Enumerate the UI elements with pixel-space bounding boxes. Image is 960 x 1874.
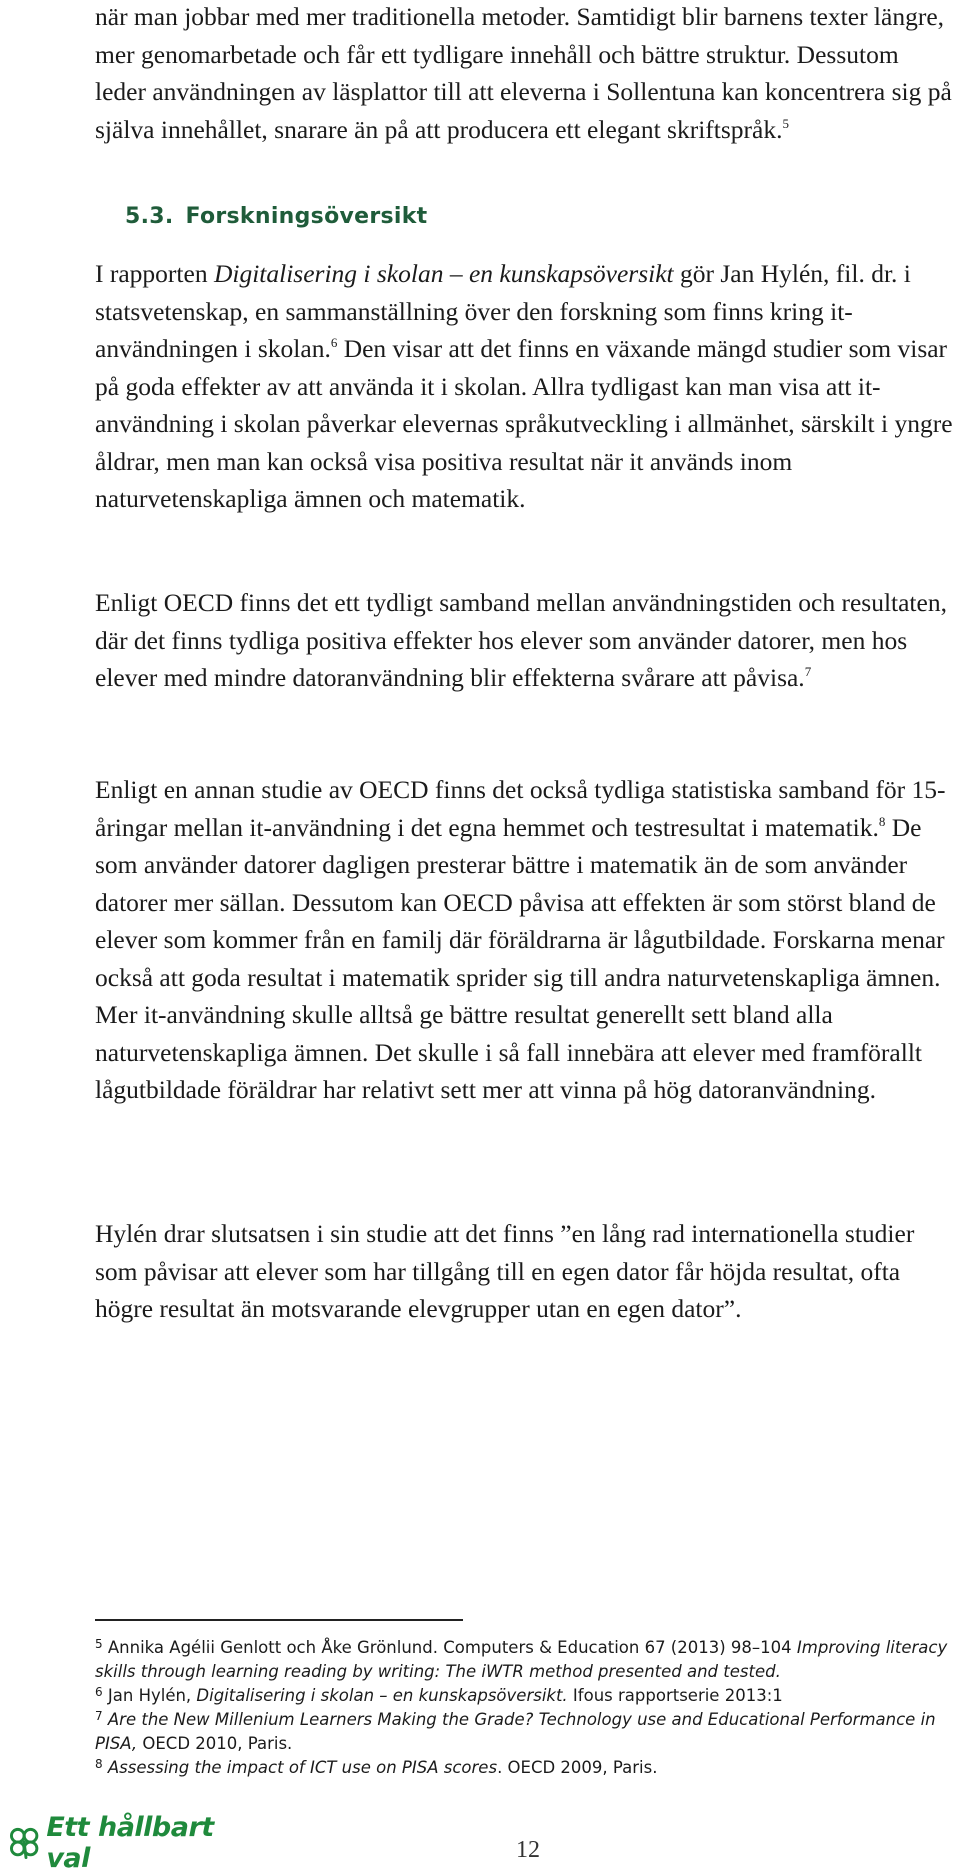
footnote-text-after: . OECD 2009, Paris. bbox=[497, 1758, 658, 1777]
footnotes bbox=[95, 1636, 955, 1780]
report-title: Digitalisering i skolan – en kunskapsöversikt bbox=[213, 259, 674, 288]
logo-text: Ett hållbart val bbox=[46, 1812, 214, 1874]
section-number: 5.3. bbox=[125, 204, 174, 229]
section-heading bbox=[95, 204, 427, 229]
footnote-text: Annika Agélii Genlott och Åke Grönlund. Computers & Education 67 (2013) 98–104 bbox=[102, 1638, 797, 1657]
footnote-number: 7 bbox=[95, 1709, 103, 1723]
paragraph-1 bbox=[95, 255, 955, 518]
footnote-6 bbox=[95, 1684, 955, 1708]
clover-icon bbox=[6, 1825, 42, 1861]
paragraph-3-text-b: De som använder datorer dagligen presterar bättre i matematik än de som använder datorer mer sällan. Dessutom kan OECD påvisa att effekten är som störst bland de elever som kommer från en familj där föräldrarna är lågutbildade. Forskarna menar också att goda resultat i matematik sprider sig till andra naturvetenskapliga ämnen. Mer it-användning skulle alltså ge bättre resultat generellt sett bland alla naturvetenskapliga ämnen. Det skulle i så fall innebära att elever med framförallt lågutbildade föräldrar har relativt sett mer att vinna på hög datoranvändning. bbox=[95, 812, 945, 1104]
paragraph-1-text-c: Den visar att det finns en växande mängd studier som visar på goda effekter av att använda it i skolan. Allra tydligast kan man visa att it-användning i skolan påverkar elevernas språkutveckling i allmänhet, särskilt i yngre åldrar, men man kan också visa positiva resultat när it används inom naturvetenskapliga ämnen och matematik. bbox=[95, 334, 953, 513]
footnote-ref-5[interactable]: 5 bbox=[782, 115, 789, 131]
section-title: Forskningsöversikt bbox=[185, 204, 428, 229]
page-number: 12 bbox=[516, 1837, 540, 1863]
paragraph-3-text-a: Enligt en annan studie av OECD finns det också tydliga statistiska samband för 15-åringar mellan it-användning i det egna hemmet och testresultat i matematik. bbox=[95, 775, 946, 842]
footnote-8 bbox=[95, 1756, 955, 1780]
footnote-number: 6 bbox=[95, 1685, 103, 1699]
paragraph-1-text-a: I rapporten bbox=[95, 259, 214, 288]
footnote-italic: Improving literacy skills through learning reading by writing: The iWTR method presented and tested. bbox=[95, 1638, 948, 1681]
footnote-text-after: OECD 2010, Paris. bbox=[137, 1734, 293, 1753]
footnote-text-after: Ifous rapportserie 2013:1 bbox=[567, 1686, 783, 1705]
paragraph-4 bbox=[95, 1215, 955, 1328]
footnote-divider bbox=[95, 1619, 463, 1621]
footnote-number: 5 bbox=[95, 1637, 103, 1651]
paragraph-2 bbox=[95, 584, 955, 697]
intro-text: när man jobbar med mer traditionella metoder. Samtidigt blir barnens texter längre, mer genomarbetade och får ett tydligare innehåll och bättre struktur. Dessutom leder användningen av läsplattor till att eleverna i Sollentuna kan koncentrera sig på själva innehållet, snarare än på att producera ett elegant skriftspråk. bbox=[95, 2, 952, 144]
footnote-text: Jan Hylén, bbox=[102, 1686, 197, 1705]
footnote-italic: Are the New Millenium Learners Making the Grade? Technology use and Educational Performance in PISA, bbox=[95, 1710, 936, 1753]
footnote-number: 8 bbox=[95, 1757, 103, 1771]
footnote-ref-6[interactable]: 6 bbox=[330, 335, 338, 350]
footnote-7 bbox=[95, 1708, 955, 1756]
footnote-ref-7[interactable]: 7 bbox=[804, 664, 812, 679]
footnote-italic: Assessing the impact of ICT use on PISA scores bbox=[107, 1758, 498, 1777]
intro-paragraph bbox=[95, 0, 955, 148]
paragraph-1-text-b: gör Jan Hylén, fil. dr. i statsvetenskap, en sammanställning över den forskning som finns kring it-användningen i skolan. bbox=[95, 259, 911, 363]
paragraph-4-text: Hylén drar slutsatsen i sin studie att det finns ”en lång rad internationella studier som påvisar att elever som har tillgång till en egen dator får höjda resultat, ofta högre resultat än motsvarande elevgrupper utan en egen dator”. bbox=[95, 1219, 915, 1323]
footnote-italic: Digitalisering i skolan – en kunskapsöversikt. bbox=[196, 1686, 568, 1705]
footnote-5 bbox=[95, 1636, 955, 1684]
brand-logo bbox=[6, 1812, 246, 1874]
paragraph-2-text: Enligt OECD finns det ett tydligt samband mellan användningstiden och resultaten, där det finns tydliga positiva effekter hos elever som använder datorer, men hos elever med mindre datoranvändning blir effekterna svårare att påvisa. bbox=[95, 588, 947, 692]
footnote-ref-8[interactable]: 8 bbox=[878, 813, 886, 829]
paragraph-3 bbox=[95, 771, 955, 1109]
